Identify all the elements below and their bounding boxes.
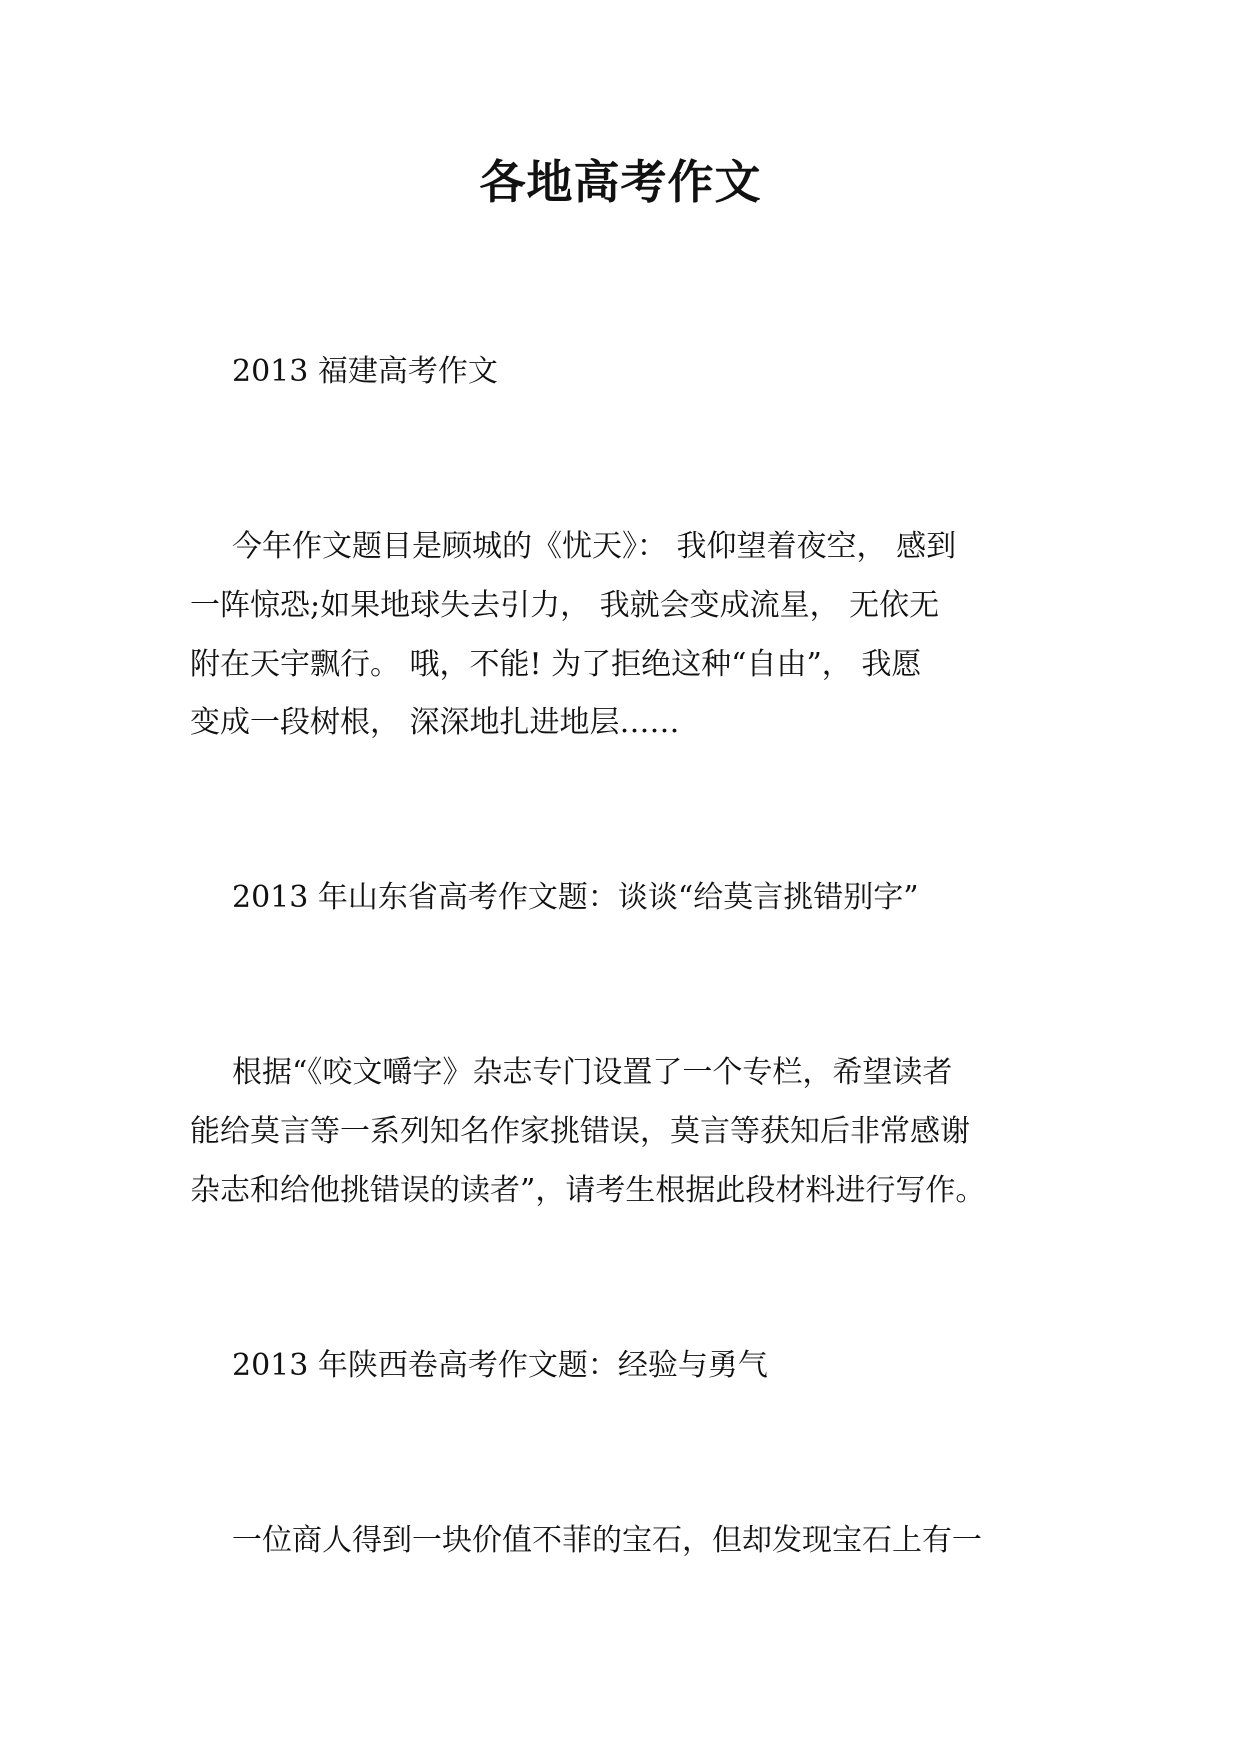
section-heading-shandong: 2013 年山东省高考作文题：谈谈“给莫言挑错别字” — [232, 880, 919, 915]
paragraph-line: 一阵惊恐;如果地球失去引力， 我就会变成流星， 无依无 — [190, 588, 940, 623]
section-heading-shaanxi: 2013 年陕西卷高考作文题：经验与勇气 — [232, 1348, 768, 1383]
paragraph-line: 一位商人得到一块价值不菲的宝石，但却发现宝石上有一 — [232, 1523, 982, 1558]
paragraph-line: 根据“《咬文嚼字》杂志专门设置了一个专栏，希望读者 — [232, 1055, 953, 1090]
paragraph-line: 杂志和给他挑错误的读者”，请考生根据此段材料进行写作。 — [190, 1173, 986, 1208]
paragraph-line: 今年作文题目是顾城的《忧天》： 我仰望着夜空， 感到 — [232, 529, 957, 564]
paragraph-line: 附在天宇飘行。 哦，不能! 为了拒绝这种“自由”， 我愿 — [190, 647, 922, 682]
section-heading-fujian: 2013 福建高考作文 — [232, 354, 498, 389]
paragraph-line: 变成一段树根， 深深地扎进地层…… — [190, 705, 680, 740]
paragraph-line: 能给莫言等一系列知名作家挑错误，莫言等获知后非常感谢 — [190, 1114, 970, 1149]
document-title: 各地高考作文 — [479, 155, 762, 209]
